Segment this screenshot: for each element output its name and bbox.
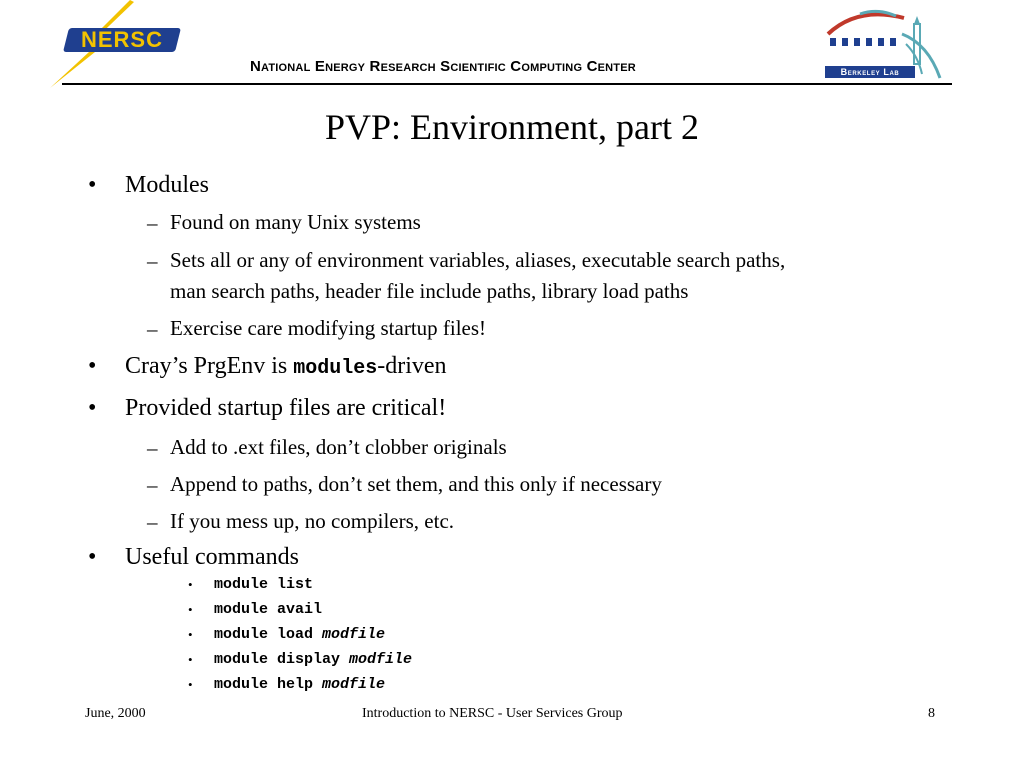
sub-item-line: man search paths, header file include paths, library load paths (170, 279, 689, 303)
sub-item-found-unix: Found on many Unix systems (170, 210, 421, 234)
bullet-icon: • (88, 172, 97, 198)
sub-item-sets-env (170, 245, 960, 307)
header-title: National Energy Research Scientific Computing Center (250, 58, 636, 75)
command-item (214, 676, 385, 693)
bullet-icon: • (188, 577, 193, 592)
slide-title: PVP: Environment, part 2 (325, 107, 699, 147)
command-item (214, 626, 385, 643)
berkeley-lab-label: Berkeley Lab (825, 66, 915, 78)
command-arg: modfile (349, 651, 413, 668)
bullet-text: Cray’s PrgEnv is (125, 353, 294, 379)
dash-icon: – (147, 473, 158, 497)
bullet-icon: • (188, 627, 193, 642)
command-arg: modfile (322, 676, 386, 693)
nersc-logo-text: NERSC (63, 28, 181, 52)
command-arg: modfile (322, 626, 386, 643)
bullet-icon: • (88, 395, 97, 421)
sub-item-line: Sets all or any of environment variables, aliases, executable search paths, (170, 248, 786, 272)
command-item (214, 576, 313, 593)
sub-item-exercise-care: Exercise care modifying startup files! (170, 316, 487, 340)
dash-icon: – (147, 211, 158, 235)
sub-item-append-paths: Append to paths, don’t set them, and this only if necessary (170, 472, 662, 496)
footer-date: June, 2000 (85, 706, 146, 721)
command-text: module help (214, 676, 323, 693)
sub-item-mess-up: If you mess up, no compilers, etc. (170, 509, 455, 533)
bullet-text: -driven (377, 353, 447, 379)
sub-item-add-ext: Add to .ext files, don’t clobber originals (170, 435, 507, 459)
dash-icon: – (147, 436, 158, 460)
bullet-icon: • (88, 544, 97, 570)
dash-icon: – (147, 249, 158, 273)
command-text: module list (214, 576, 314, 593)
footer-center: Introduction to NERSC - User Services Group (362, 706, 623, 721)
bullet-icon: • (188, 652, 193, 667)
bullet-useful-commands: Useful commands (125, 544, 299, 570)
bullet-startup-files: Provided startup files are critical! (125, 395, 447, 421)
dash-icon: – (147, 510, 158, 534)
command-text: module avail (214, 601, 323, 618)
bullet-icon: • (188, 677, 193, 692)
bullet-icon: • (188, 602, 193, 617)
code-modules: modules (293, 357, 378, 380)
bullet-icon: • (88, 353, 97, 379)
dash-icon: – (147, 317, 158, 341)
footer-page-number: 8 (928, 706, 935, 721)
bullet-modules: Modules (125, 172, 209, 198)
command-item (214, 601, 322, 618)
command-item (214, 651, 412, 668)
command-text: module display (214, 651, 350, 668)
command-text: module load (214, 626, 323, 643)
bullet-prgenv (125, 353, 447, 380)
